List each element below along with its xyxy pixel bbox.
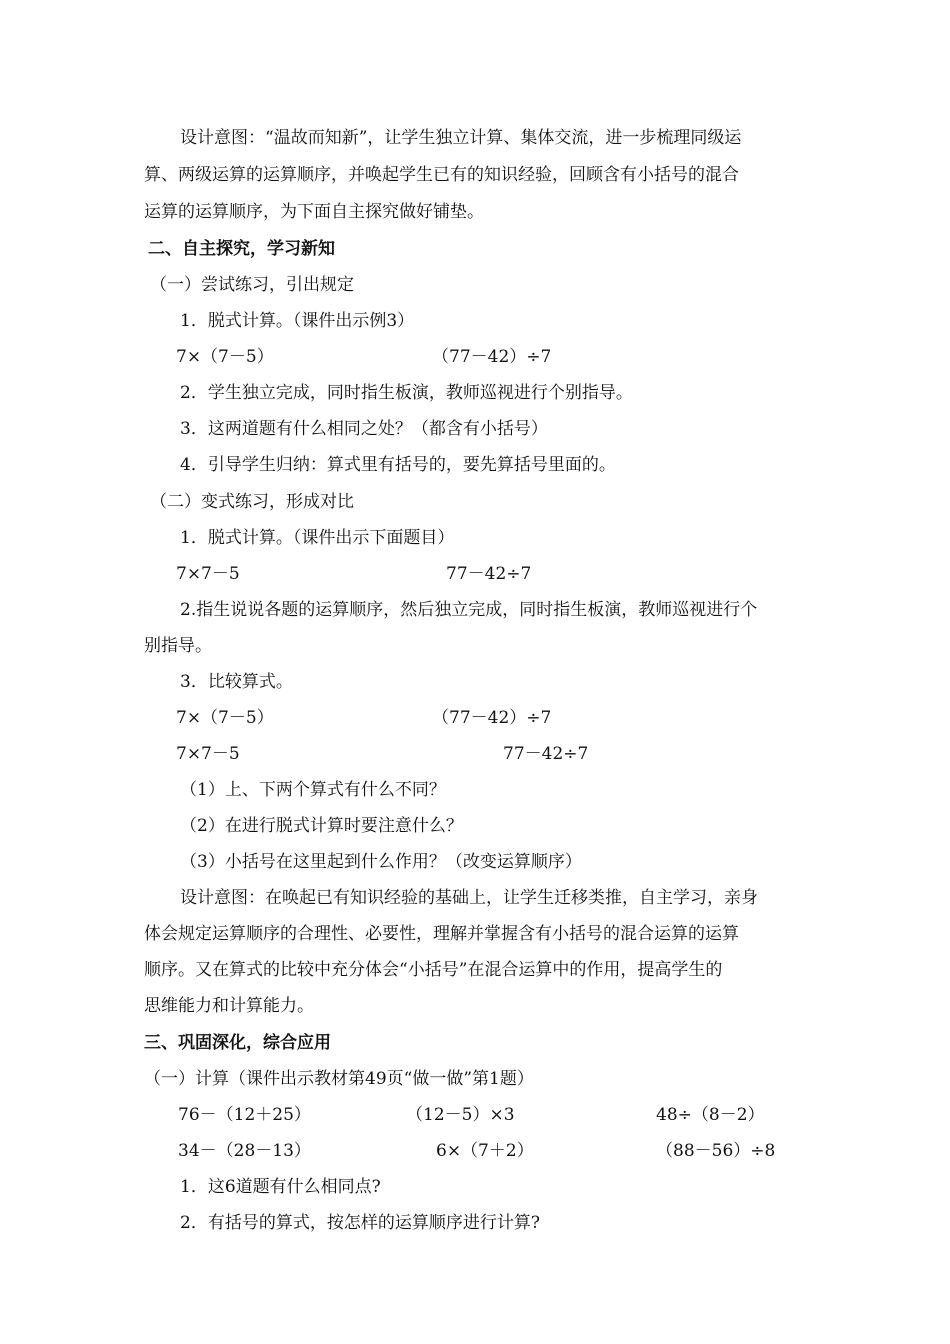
section-heading: 三、巩固深化，综合应用 [144,1033,331,1053]
expression: 6×（7＋2） [436,1141,534,1161]
subsection-heading: （二）变式练习，形成对比 [150,492,354,512]
expression: 77－42÷7 [446,564,532,584]
list-item: 2．学生独立完成，同时指生板演，教师巡视进行个别指导。 [180,383,633,403]
question-item: （2）在进行脱式计算时要注意什么？ [180,816,463,836]
expression: 7×7－5 [176,744,240,764]
subsection-heading: （一）尝试练习，引出规定 [150,275,354,295]
expression: （12－5）×3 [406,1105,515,1125]
expression: （77－42）÷7 [432,347,552,367]
question-item: （1）上、下两个算式有什么不同？ [180,780,446,800]
paragraph-line: 设计意图：在唤起已有知识经验的基础上，让学生迁移类推，自主学习，亲身 [180,888,758,908]
list-item: 别指导。 [144,636,212,656]
expression: （88－56）÷8 [656,1141,776,1161]
expression: 7×7－5 [176,564,240,584]
expression: 77－42÷7 [503,744,589,764]
expression: 48÷（8－2） [656,1105,765,1125]
list-item: 1．脱式计算。（课件出示下面题目） [180,528,455,548]
paragraph-line: 算、两级运算的运算顺序，并唤起学生已有的知识经验，回顾含有小括号的混合 [144,165,739,185]
subsection-heading: （一）计算（课件出示教材第49页“做一做”第1题） [144,1069,534,1089]
expression: （77－42）÷7 [432,708,552,728]
question-item: （3）小括号在这里起到什么作用？（改变运算顺序） [180,852,582,872]
list-item: 4．引导学生归纳：算式里有括号的，要先算括号里面的。 [180,455,616,475]
expression: 34－（28－13） [178,1141,311,1161]
expression: 7×（7－5） [176,347,274,367]
list-item: 3．这两道题有什么相同之处？（都含有小括号） [180,419,548,439]
list-item: 1．这6道题有什么相同点? [180,1177,381,1197]
expression: 7×（7－5） [176,708,274,728]
list-item: 1．脱式计算。（课件出示例3） [180,311,415,331]
list-item: 2.指生说说各题的运算顺序，然后独立完成，同时指生板演，教师巡视进行个 [180,600,758,620]
paragraph-line: 思维能力和计算能力。 [144,996,314,1016]
section-heading: 二、自主探究，学习新知 [148,239,335,259]
list-item: 3．比较算式。 [180,672,293,692]
list-item: 2．有括号的算式，按怎样的运算顺序进行计算? [180,1213,540,1233]
paragraph-line: 运算的运算顺序，为下面自主探究做好铺垫。 [144,202,484,222]
paragraph-line: 设计意图：“温故而知新”，让学生独立计算、集体交流，进一步梳理同级运 [180,128,742,148]
paragraph-line: 顺序。又在算式的比较中充分体会“小括号”在混合运算中的作用，提高学生的 [144,960,723,980]
paragraph-line: 体会规定运算顺序的合理性、必要性，理解并掌握含有小括号的混合运算的运算 [144,924,739,944]
expression: 76－（12＋25） [178,1105,311,1125]
